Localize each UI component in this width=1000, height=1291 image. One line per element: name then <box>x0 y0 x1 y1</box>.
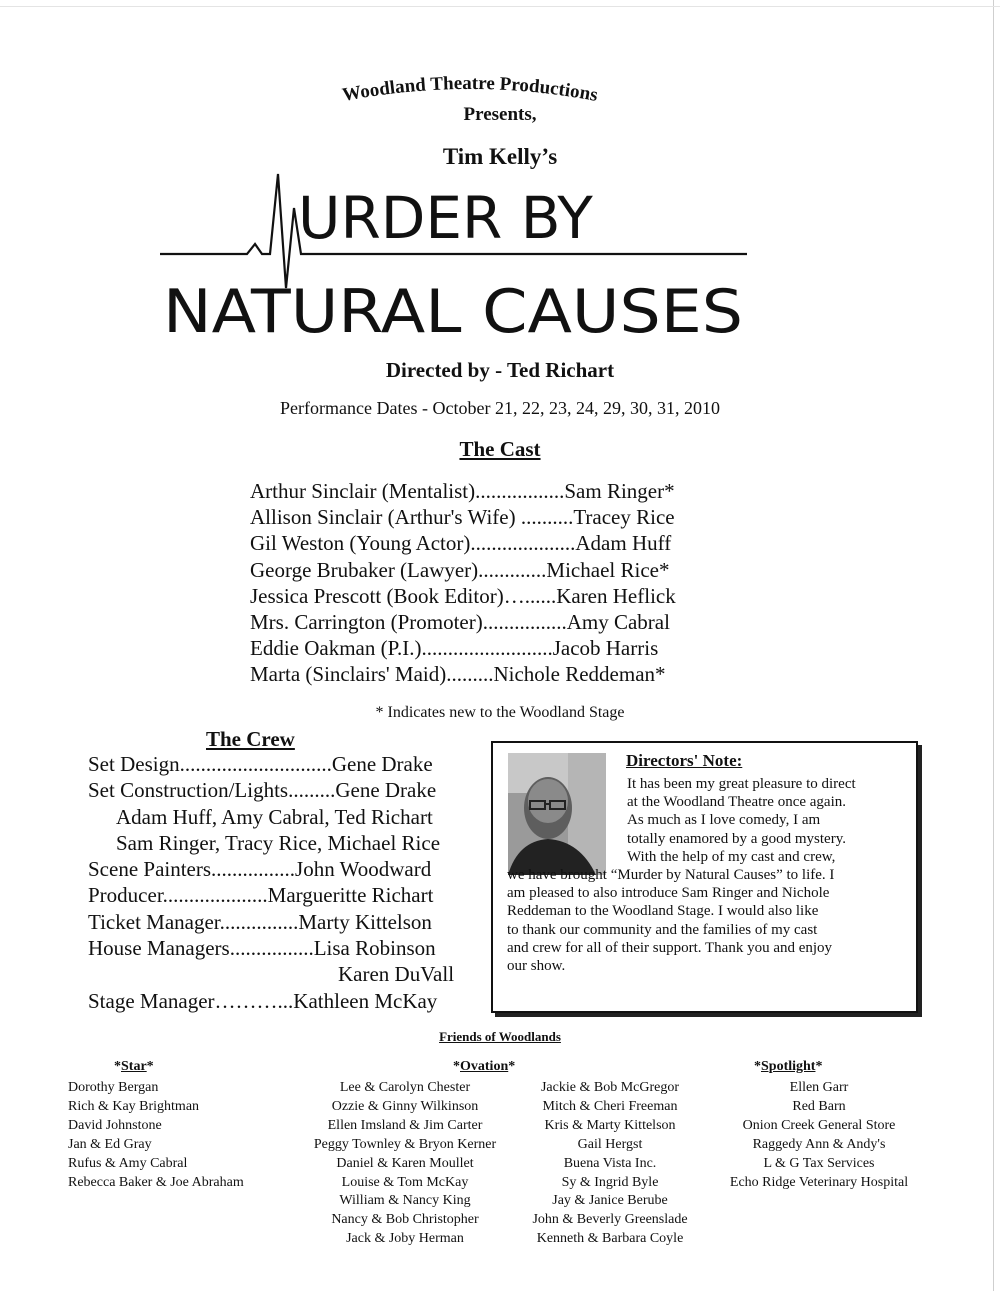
directors-note-box <box>491 741 918 1013</box>
title-initial: M <box>155 170 156 171</box>
playwright-name: Tim Kelly’s <box>442 144 558 169</box>
friend-name: Daniel & Karen Moullet <box>336 1155 474 1171</box>
friend-name: Rebecca Baker & Joe Abraham <box>68 1174 244 1190</box>
crew-heading: The Crew <box>206 727 295 751</box>
friend-name: Sy & Ingrid Byle <box>561 1174 659 1190</box>
play-title-logo <box>155 170 755 345</box>
friend-name: David Johnstone <box>68 1117 162 1133</box>
crew-row: Stage Manager………...Kathleen McKay <box>88 988 438 1013</box>
friend-name: William & Nancy King <box>339 1193 471 1209</box>
crew-row: House Managers................Lisa Robinson <box>88 936 436 961</box>
ovation-list-col1 <box>294 1079 516 1249</box>
cast-row: Arthur Sinclair (Mentalist).................Sam Ringer* <box>250 479 675 503</box>
crew-list <box>88 751 488 1014</box>
cast-row: Mrs. Carrington (Promoter)................Amy Cabral <box>250 610 670 635</box>
crew-row: Karen DuVall <box>338 962 455 987</box>
friend-name: Peggy Townley & Bryon Kerner <box>313 1136 497 1152</box>
friend-name: Ellen Imsland & Jim Carter <box>327 1117 483 1133</box>
friend-name: Ozzie & Ginny Wilkinson <box>331 1098 479 1114</box>
note-line: Reddeman to the Woodland Stage. I would also like <box>507 903 819 920</box>
presents-text: Presents, <box>463 104 537 125</box>
friend-name: Jay & Janice Berube <box>552 1193 668 1209</box>
friend-name: Gail Hergst <box>577 1136 643 1152</box>
cast-row: Jessica Prescott (Book Editor)…......Karen Heflick <box>250 583 676 608</box>
producer-name: Woodland Theatre Productions <box>340 72 600 106</box>
spotlight-label: Spotlight <box>761 1059 816 1074</box>
spotlight-heading: *Spotlight* <box>754 1059 823 1074</box>
note-line: at the Woodland Theatre once again. <box>627 794 846 811</box>
friend-name: Jack & Joby Herman <box>346 1231 464 1247</box>
friend-name: Dorothy Bergan <box>68 1080 159 1095</box>
cast-row: Allison Sinclair (Arthur's Wife) ..........Tracey Rice <box>250 505 675 530</box>
friend-name: Jackie & Bob McGregor <box>540 1080 680 1095</box>
page-edge-top <box>0 6 1000 7</box>
friend-name: Red Barn <box>792 1098 846 1114</box>
crew-row: Set Construction/Lights.........Gene Drake <box>88 778 437 803</box>
cast-row: Eddie Oakman (P.I.).........................Jacob Harris <box>250 636 659 661</box>
crew-row: Sam Ringer, Tracy Rice, Michael Rice <box>116 830 441 855</box>
cast-list <box>250 478 770 688</box>
friend-name: Rufus & Amy Cabral <box>68 1155 188 1171</box>
spotlight-list <box>708 1079 930 1192</box>
note-line: and crew for all of their support. Thank you and enjoy <box>507 939 833 956</box>
note-line: As much as I love comedy, I am <box>627 812 821 829</box>
performance-dates: Performance Dates - October 21, 22, 23, 24, 29, 30, 31, 2010 <box>280 398 720 418</box>
note-line: to thank our community and the families of my cast <box>507 921 818 938</box>
crew-row: Scene Painters................John Woodward <box>88 857 432 882</box>
title-line-1: URDER BY <box>298 184 593 252</box>
friend-name: Mitch & Cheri Freeman <box>542 1098 678 1114</box>
note-line: totally enamored by a good mystery. <box>627 830 846 847</box>
friend-name: Raggedy Ann & Andy's <box>752 1136 886 1152</box>
friend-name: Onion Creek General Store <box>742 1117 896 1133</box>
friend-name: Nancy & Bob Christopher <box>331 1212 479 1228</box>
friend-name: Jan & Ed Gray <box>68 1136 152 1152</box>
directors-note-title: Directors' Note: <box>626 751 743 770</box>
friend-name: L & G Tax Services <box>763 1155 875 1171</box>
ovation-list-col2 <box>510 1079 710 1249</box>
friend-name: Buena Vista Inc. <box>563 1155 657 1171</box>
title-line-2: NATURAL CAUSES <box>163 277 743 345</box>
crew-row: Adam Huff, Amy Cabral, Ted Richart <box>116 804 433 829</box>
friend-name: Ellen Garr <box>789 1080 849 1095</box>
friend-name: Echo Ridge Veterinary Hospital <box>729 1174 909 1190</box>
friend-name: Louise & Tom McKay <box>341 1174 469 1190</box>
cast-row: Gil Weston (Young Actor)....................Adam Huff <box>250 531 672 556</box>
friend-name: Lee & Carolyn Chester <box>339 1080 471 1095</box>
note-line: With the help of my cast and crew, <box>627 848 836 865</box>
note-line: we have brought “Murder by Natural Causes” to life. I <box>507 867 835 884</box>
note-line: It has been my great pleasure to direct <box>627 776 856 792</box>
star-label: Star <box>121 1059 147 1074</box>
ovation-heading: *Ovation* <box>453 1059 516 1074</box>
crew-row: Set Design.............................Gene Drake <box>88 752 433 776</box>
friend-name: John & Beverly Greenslade <box>532 1212 688 1228</box>
directors-note-text <box>507 775 907 975</box>
friend-name: Kris & Marty Kittelson <box>544 1117 676 1133</box>
ovation-label: Ovation <box>460 1059 509 1074</box>
friend-name: Rich & Kay Brightman <box>68 1098 200 1114</box>
crew-row: Producer....................Margueritte Richart <box>88 883 434 908</box>
page-edge-right <box>993 0 994 1291</box>
note-line: our show. <box>507 958 566 975</box>
cast-row: Marta (Sinclairs' Maid).........Nichole Reddeman* <box>250 662 666 687</box>
star-heading: *Star* <box>114 1059 154 1074</box>
crew-row: Ticket Manager...............Marty Kittelson <box>88 909 432 934</box>
cast-footnote: * Indicates new to the Woodland Stage <box>375 704 625 721</box>
cast-heading: The Cast <box>459 437 541 461</box>
svg-text:Woodland Theatre Productions <box>341 73 600 106</box>
director-credit: Directed by - Ted Richart <box>385 358 615 382</box>
friend-name: Kenneth & Barbara Coyle <box>536 1231 684 1247</box>
friends-heading: Friends of Woodlands <box>439 1029 561 1044</box>
note-line: am pleased to also introduce Sam Ringer and Nichole <box>507 885 830 902</box>
star-list <box>68 1079 244 1192</box>
cast-row: George Brubaker (Lawyer).............Michael Rice* <box>250 557 670 582</box>
